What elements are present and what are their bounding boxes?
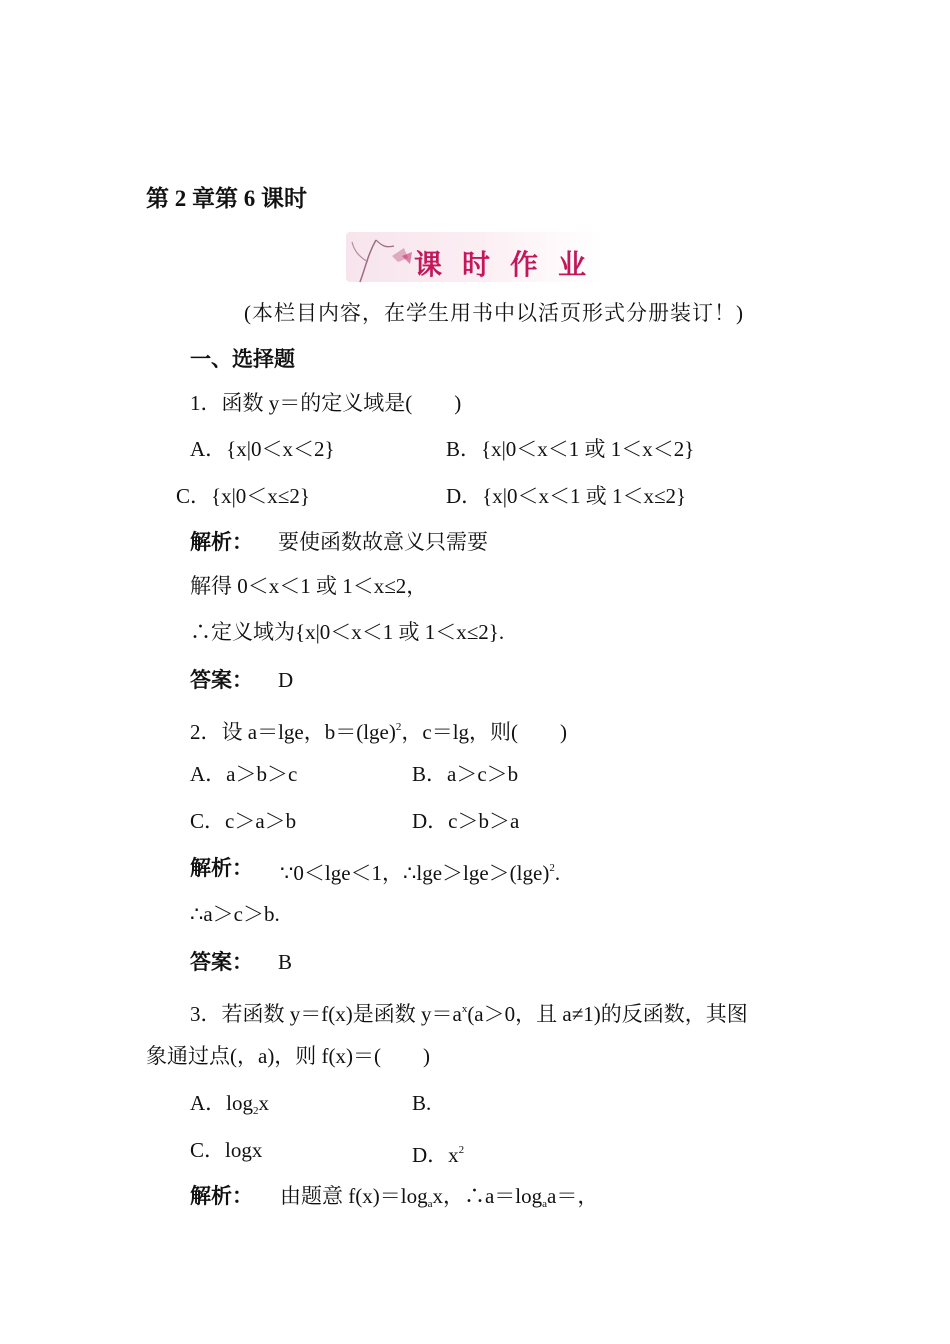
- q1-option-d: D．{x|0＜x＜1 或 1＜x≤2}: [446, 484, 687, 508]
- q3-option-a-log: A．log: [190, 1091, 253, 1115]
- q3-stem-line2: 象通过点(，a)，则 f(x)＝( ): [146, 1044, 431, 1068]
- q2-analysis-expr: ∵0＜lge＜1，∴lge＞lge＞(lge): [280, 861, 550, 885]
- q3-option-d-exponent: 2: [458, 1144, 465, 1156]
- q3-option-b: B.: [412, 1091, 432, 1115]
- q2-analysis-period: .: [554, 861, 561, 885]
- q2-option-a: A．a＞b＞c: [190, 762, 298, 786]
- q2-stem-prefix: 2．设: [190, 720, 248, 744]
- q3-option-c: C．logx: [190, 1138, 263, 1162]
- q1-analysis-text: 要使函数故意义只需要: [278, 530, 488, 554]
- q2-option-d: D．c＞b＞a: [412, 809, 520, 833]
- binding-note: (本栏目内容，在学生用书中以活页形式分册装订！): [244, 301, 744, 325]
- q3-option-d-var: D．x: [412, 1143, 459, 1167]
- q2-analysis-label: 解析：: [190, 856, 253, 880]
- q3-option-a-base: 2: [253, 1105, 259, 1117]
- q3-analysis-part3: a＝，: [547, 1184, 599, 1208]
- q1-analysis-label: 解析：: [190, 530, 253, 554]
- q2-option-b: B．a＞c＞b: [412, 762, 519, 786]
- q2-analysis-exponent: 2: [549, 862, 555, 874]
- q2-answer: B: [278, 950, 293, 974]
- q2-analysis-line2: ∴a＞c＞b.: [190, 902, 280, 926]
- q3-analysis-part2: x，∴a＝log: [432, 1184, 543, 1208]
- homework-banner-title: 课时作业: [414, 248, 607, 281]
- q3-stem-part1: 3．若函数 y＝f(x)是函数 y＝a: [190, 1002, 462, 1026]
- q1-answer-label: 答案：: [190, 668, 253, 692]
- q2-stem-expr: a＝lge，b＝(lge): [247, 720, 396, 744]
- q3-analysis-label: 解析：: [190, 1184, 253, 1208]
- q3-option-d: [412, 1137, 464, 1168]
- q2-answer-label: 答案：: [190, 950, 253, 974]
- q3-stem-part2: (a＞0，且 a≠1)的反函数，其图: [467, 1002, 748, 1026]
- q2-stem: [190, 714, 567, 745]
- lesson-title: 第 2 章第 6 课时: [146, 186, 307, 211]
- q2-option-c: C．c＞a＞b: [190, 809, 297, 833]
- q3-analysis-base2: a: [542, 1198, 548, 1210]
- q1-stem: 1．函数 y＝的定义域是( ): [190, 391, 462, 415]
- q2-stem-exponent: 2: [395, 721, 402, 733]
- q1-analysis-line2: 解得 0＜x＜1 或 1＜x≤2，: [190, 574, 428, 598]
- q3-stem: [190, 996, 748, 1027]
- q3-option-a: [190, 1090, 269, 1124]
- q1-option-b: B．{x|0＜x＜1 或 1＜x＜2}: [446, 437, 695, 461]
- q3-analysis-text: [280, 1183, 598, 1217]
- section-heading: 一、选择题: [190, 347, 295, 371]
- q2-analysis-text: [280, 855, 560, 886]
- q1-option-c: C．{x|0＜x≤2}: [176, 484, 310, 508]
- q3-analysis-base1: a: [427, 1198, 433, 1210]
- q1-option-a: A．{x|0＜x＜2}: [190, 437, 335, 461]
- q1-analysis-line3: ∴定义域为{x|0＜x＜1 或 1＜x≤2}.: [190, 620, 505, 644]
- q3-analysis-part1: 由题意 f(x)＝log: [280, 1184, 428, 1208]
- q1-answer: D: [278, 668, 294, 692]
- q3-stem-exponent: x: [461, 1003, 468, 1015]
- q2-stem-suffix: ，c＝lg，则( ): [401, 720, 568, 744]
- q3-option-a-var: x: [258, 1091, 269, 1115]
